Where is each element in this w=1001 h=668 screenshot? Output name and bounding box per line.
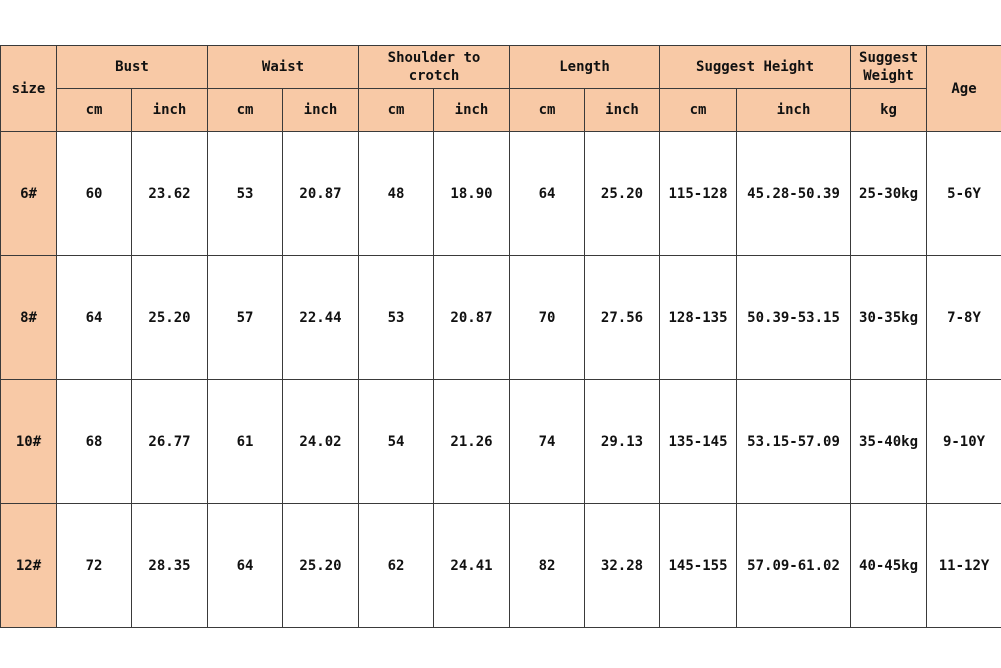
shoulder-inch-cell: 21.26	[434, 380, 510, 504]
height-inch-cell: 45.28-50.39	[737, 132, 851, 256]
bust-cm-cell: 68	[57, 380, 132, 504]
height-inch-unit: inch	[737, 89, 851, 132]
size-header: size	[1, 46, 57, 132]
length-inch-unit: inch	[585, 89, 660, 132]
height-cm-cell: 145-155	[660, 504, 737, 628]
table-row	[1, 380, 1001, 504]
height-inch-cell: 57.09-61.02	[737, 504, 851, 628]
suggest-weight-header: Suggest Weight	[851, 46, 927, 89]
weight-kg-cell: 35-40kg	[851, 380, 927, 504]
length-cm-cell: 70	[510, 256, 585, 380]
age-cell: 5-6Y	[927, 132, 1001, 256]
length-cm-cell: 64	[510, 132, 585, 256]
table-row	[1, 256, 1001, 380]
bust-cm-cell: 64	[57, 256, 132, 380]
header-row-groups	[1, 46, 1001, 89]
shoulder-inch-cell: 18.90	[434, 132, 510, 256]
length-inch-cell: 32.28	[585, 504, 660, 628]
table-row	[1, 504, 1001, 628]
height-inch-cell: 53.15-57.09	[737, 380, 851, 504]
shoulder-cm-unit: cm	[359, 89, 434, 132]
length-header: Length	[510, 46, 660, 89]
height-inch-cell: 50.39-53.15	[737, 256, 851, 380]
suggest-height-header: Suggest Height	[660, 46, 851, 89]
waist-inch-cell: 25.20	[283, 504, 359, 628]
shoulder-cm-cell: 53	[359, 256, 434, 380]
weight-kg-cell: 40-45kg	[851, 504, 927, 628]
bust-inch-cell: 26.77	[132, 380, 208, 504]
waist-cm-cell: 57	[208, 256, 283, 380]
length-cm-unit: cm	[510, 89, 585, 132]
height-cm-cell: 128-135	[660, 256, 737, 380]
shoulder-inch-cell: 24.41	[434, 504, 510, 628]
header-row-units	[1, 89, 1001, 132]
length-cm-cell: 74	[510, 380, 585, 504]
waist-inch-unit: inch	[283, 89, 359, 132]
shoulder-cm-cell: 62	[359, 504, 434, 628]
waist-cm-cell: 53	[208, 132, 283, 256]
length-cm-cell: 82	[510, 504, 585, 628]
height-cm-unit: cm	[660, 89, 737, 132]
size-chart-table	[0, 45, 1001, 628]
shoulder-to-crotch-header: Shoulder to crotch	[359, 46, 510, 89]
height-cm-cell: 135-145	[660, 380, 737, 504]
bust-cm-unit: cm	[57, 89, 132, 132]
length-inch-cell: 25.20	[585, 132, 660, 256]
bust-inch-cell: 23.62	[132, 132, 208, 256]
weight-kg-cell: 30-35kg	[851, 256, 927, 380]
bust-cm-cell: 72	[57, 504, 132, 628]
shoulder-cm-cell: 48	[359, 132, 434, 256]
waist-inch-cell: 20.87	[283, 132, 359, 256]
shoulder-inch-unit: inch	[434, 89, 510, 132]
length-inch-cell: 29.13	[585, 380, 660, 504]
size-cell: 10#	[1, 380, 57, 504]
bust-inch-unit: inch	[132, 89, 208, 132]
age-cell: 9-10Y	[927, 380, 1001, 504]
age-cell: 7-8Y	[927, 256, 1001, 380]
height-cm-cell: 115-128	[660, 132, 737, 256]
bust-cm-cell: 60	[57, 132, 132, 256]
size-cell: 6#	[1, 132, 57, 256]
waist-header: Waist	[208, 46, 359, 89]
waist-cm-unit: cm	[208, 89, 283, 132]
weight-kg-unit: kg	[851, 89, 927, 132]
size-cell: 12#	[1, 504, 57, 628]
waist-cm-cell: 64	[208, 504, 283, 628]
shoulder-inch-cell: 20.87	[434, 256, 510, 380]
age-header: Age	[927, 46, 1001, 132]
waist-cm-cell: 61	[208, 380, 283, 504]
bust-header: Bust	[57, 46, 208, 89]
size-cell: 8#	[1, 256, 57, 380]
length-inch-cell: 27.56	[585, 256, 660, 380]
shoulder-cm-cell: 54	[359, 380, 434, 504]
bust-inch-cell: 28.35	[132, 504, 208, 628]
waist-inch-cell: 24.02	[283, 380, 359, 504]
bust-inch-cell: 25.20	[132, 256, 208, 380]
age-cell: 11-12Y	[927, 504, 1001, 628]
waist-inch-cell: 22.44	[283, 256, 359, 380]
weight-kg-cell: 25-30kg	[851, 132, 927, 256]
table-row	[1, 132, 1001, 256]
